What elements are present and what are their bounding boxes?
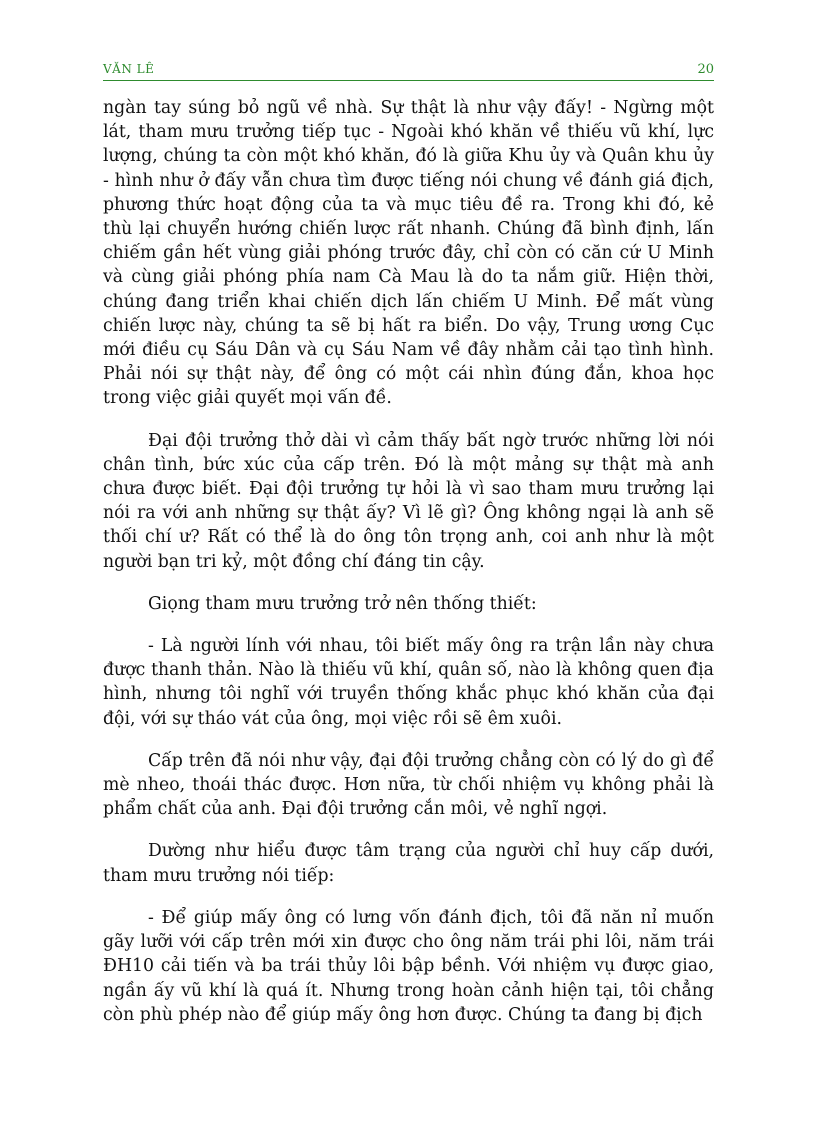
- body-text: [103, 96, 714, 1045]
- paragraph: Cấp trên đã nói như vậy, đại đội trưởng chẳng còn có lý do gì để mè nheo, thoái thác được. Hơn nữa, từ chối nhiệm vụ không phải là phẩm chất của anh. Đại đội trưởng cắn môi, vẻ nghĩ ngợi.: [103, 750, 714, 820]
- header-author: VĂN LÊ: [103, 62, 155, 76]
- paragraph: - Là người lính với nhau, tôi biết mấy ông ra trận lần này chưa được thanh thản. Nào là thiếu vũ khí, quân số, nào là không quen địa hình, nhưng tôi nghĩ với truyền thống khắc phục khó khăn của đại đội, với sự tháo vát của ông, mọi việc rồi sẽ êm xuôi.: [103, 636, 714, 729]
- paragraph: Dường như hiểu được tâm trạng của người chỉ huy cấp dưới, tham mưu trưởng nói tiếp:: [103, 841, 714, 886]
- running-header: [103, 62, 714, 81]
- page-number: 20: [697, 62, 714, 77]
- paragraph: ngàn tay súng bỏ ngũ về nhà. Sự thật là như vậy đấy! - Ngừng một lát, tham mưu trưởng tiếp tục - Ngoài khó khăn về thiếu vũ khí, lực lượng, chúng ta còn một khó khăn, đó là giữa Khu ủy và Quân khu ủy - hình như ở đấy vẫn chưa tìm được tiếng nói chung về đánh giá địch, phương thức hoạt động của ta và mục tiêu đề ra. Trong khi đó, kẻ thù lại chuyển hướng chiến lược rất nhanh. Chúng đã bình định, lấn chiếm gần hết vùng giải phóng trước đây, chỉ còn có căn cứ U Minh và cùng giải phóng phía nam Cà Mau là do ta nắm giữ. Hiện thời, chúng đang triển khai chiến dịch lấn chiếm U Minh. Để mất vùng chiến lược này, chúng ta sẽ bị hất ra biển. Do vậy, Trung ương Cục mới điều cụ Sáu Dân và cụ Sáu Nam về đây nhằm cải tạo tình hình. Phải nói sự thật này, để ông có một cái nhìn đúng đắn, khoa học trong việc giải quyết mọi vấn đề.: [103, 98, 714, 409]
- paragraph: - Để giúp mấy ông có lưng vốn đánh địch, tôi đã năn nỉ muốn gãy lưỡi với cấp trên mới xin được cho ông năm trái phi lôi, năm trái ĐH10 cải tiến và ba trái thủy lôi bập bềnh. Với nhiệm vụ được giao, ngần ấy vũ khí là quá ít. Nhưng trong hoàn cảnh hiện tại, tôi chẳng còn phù phép nào để giúp mấy ông hơn được. Chúng ta đang bị địch: [103, 907, 714, 1025]
- paragraph: Đại đội trưởng thở dài vì cảm thấy bất ngờ trước những lời nói chân tình, bức xúc của cấp trên. Đó là một mảng sự thật mà anh chưa được biết. Đại đội trưởng tự hỏi là vì sao tham mưu trưởng lại nói ra với anh những sự thật ấy? Vì lẽ gì? Ông không ngại là anh sẽ thối chí ư? Rất có thể là do ông tôn trọng anh, coi anh như là một người bạn tri kỷ, một đồng chí đáng tin cậy.: [103, 430, 714, 572]
- paragraph: Giọng tham mưu trưởng trở nên thống thiết:: [148, 593, 537, 614]
